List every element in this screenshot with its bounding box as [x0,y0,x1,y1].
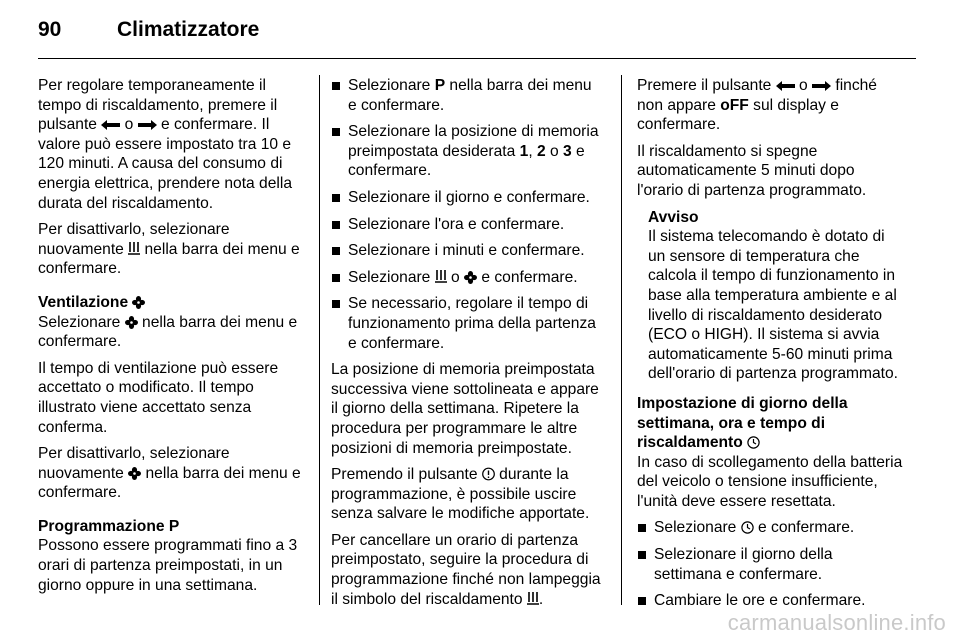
clock-icon [747,436,760,449]
column-divider [621,75,622,605]
list-item: Selezionare l'ora e confermare. [331,215,603,235]
column-3 [637,76,903,618]
note-title: Avviso [648,208,699,226]
arrow-left-icon [776,80,795,92]
list-item: Cambiare le ore e confermare. [637,591,903,611]
section-heading-setting: Impostazione di giorno della settimana, ora e tempo di riscaldamento [637,394,848,452]
heating-icon [527,592,539,606]
paragraph: Per disattivarlo, selezionare nuovamente nella barra dei menu e confermare. [38,221,300,278]
section-heading-programming: Programmazione P [38,517,180,535]
clock-icon [741,521,754,534]
exclamation-icon [482,467,495,481]
arrow-right-icon [812,80,831,92]
list-item: Se necessario, regolare il tempo di funzionamento prima della partenza e confermare. [331,294,603,353]
fan-icon [464,271,477,284]
paragraph: In caso di scollegamento della batteria del veicolo o tensione insufficiente, l'unità deve essere resettata. [637,453,903,510]
page-header [0,0,960,62]
list-item: Selezionare il giorno e confermare. [331,188,603,208]
list-item: Selezionare e confermare. [637,518,903,538]
paragraph: Premere il pulsante o finché non appare oFF sul display e confermare. [637,77,877,134]
header-rule [38,58,916,59]
column-divider [319,75,320,605]
step-list [331,76,603,353]
paragraph: Per regolare temporaneamente il tempo di riscaldamento, premere il pulsante o e confermare. Il valore può essere impostato tra 10 e 120 minuti. A causa del consumo di energia elettrica, prendere nota della durata del riscaldamento. [38,77,292,212]
paragraph: Selezionare nella barra dei menu e confermare. [38,313,298,351]
column-1 [38,76,302,602]
column-2 [331,76,603,616]
page-title: Climatizzatore [117,18,260,41]
heating-icon [435,270,447,284]
step-list [637,518,903,610]
arrow-right-icon [138,119,157,131]
list-item: Selezionare il giorno della settimana e confermare. [637,545,903,584]
note-text: Il sistema telecomando è dotato di un sensore di temperatura che calcola il tempo di funzionamento in base alla temperatura ambiente e al livello di riscaldamento desiderato (ECO o HIGH). Il sistema si avvia automaticamente 5-60 minuti prima dell'orario di partenza programmato. [648,228,899,383]
paragraph: Possono essere programmati fino a 3 orari di partenza preimpostati, in un giorno oppure in una settimana. [38,537,298,594]
list-item: Selezionare i minuti e confermare. [331,241,603,261]
fan-icon [128,467,141,480]
note-box [637,208,903,384]
list-item: Selezionare la posizione di memoria preimpostata desiderata 1, 2 o 3 e confermare. [331,122,603,181]
arrow-left-icon [101,119,120,131]
paragraph: Per cancellare un orario di partenza preimpostato, seguire la procedura di programmazione finché non lampeggia il simbolo del riscaldamento . [331,531,601,608]
section-heading-ventilation: Ventilazione [38,293,302,313]
watermark: carmanualsonline.info [727,610,946,635]
paragraph: Il riscaldamento si spegne automaticamente 5 minuti dopo l'orario di partenza programmato. [637,142,867,199]
heating-icon [128,242,140,256]
list-item: Selezionare o e confermare. [331,268,603,288]
paragraph: Per disattivarlo, selezionare nuovamente nella barra dei menu e confermare. [38,445,301,502]
list-item: Selezionare P nella barra dei menu e confermare. [331,76,603,115]
fan-icon [132,296,145,309]
paragraph: Il tempo di ventilazione può essere accettato o modificato. Il tempo illustrato viene accettato senza conferma. [38,359,279,436]
paragraph: Premendo il pulsante durante la programmazione, è possibile uscire senza salvare le modifiche apportate. [331,466,590,523]
page-number: 90 [38,18,62,41]
fan-icon [125,316,138,329]
paragraph: La posizione di memoria preimpostata successiva viene sottolineata e appare il giorno della settimana. Ripetere la procedura per programmare le altre posizioni di memoria preimpostate. [331,361,599,457]
